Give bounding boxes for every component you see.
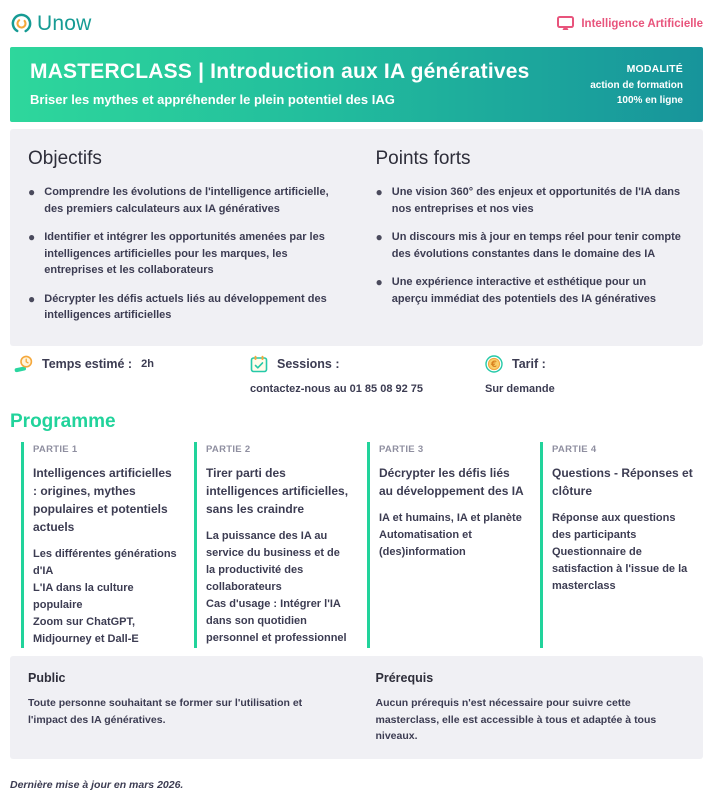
- prerequisites-text: Aucun prérequis n'est nécessaire pour suivre cette masterclass, elle est accessible à tous et adaptée à tous niveaux.: [375, 696, 657, 743]
- objectives-highlights-box: [10, 129, 703, 346]
- estimated-time: [14, 355, 250, 399]
- part-line: Automatisation et (des)information: [379, 528, 472, 558]
- bullet-icon: ●: [375, 275, 383, 289]
- top-bar: [10, 0, 703, 37]
- objectives-title: Objectifs: [28, 148, 102, 169]
- audience-text: Toute personne souhaitant se former sur l'utilisation et l'impact des IA génératives.: [28, 696, 303, 726]
- audience-title: Public: [28, 670, 66, 685]
- euro-coin-icon: [485, 355, 503, 373]
- svg-text:€: €: [491, 359, 497, 370]
- part-line: IA et humains, IA et planète: [379, 511, 522, 524]
- prerequisites-title: Prérequis: [375, 670, 434, 685]
- modality-block: [590, 60, 683, 110]
- part-line: Les différentes générations d'IA: [33, 547, 177, 577]
- price-label: Tarif :: [512, 356, 546, 371]
- highlight-text: Une vision 360° des enjeux et opportunités de l'IA dans nos entreprises et nos vies: [391, 186, 681, 215]
- estimated-time-label: Temps estimé :: [42, 356, 133, 371]
- audience-column: [28, 669, 338, 745]
- list-item: [28, 229, 338, 279]
- estimated-time-value: 2h: [141, 357, 154, 370]
- modality-line: action de formation: [590, 79, 683, 91]
- course-title: MASTERCLASS | Introduction aux IA génératives: [30, 60, 530, 83]
- category-label: Intelligence Artificielle: [581, 17, 703, 30]
- programme-part-1: [21, 442, 184, 648]
- part-line: Zoom sur ChatGPT, Midjourney et Dall-E: [33, 615, 139, 645]
- programme-part-2: [194, 442, 357, 648]
- part-title: Décrypter les défis liés au développement des IA: [379, 465, 524, 498]
- programme-part-4: [540, 442, 703, 648]
- bullet-icon: ●: [375, 230, 383, 244]
- part-title: Tirer parti des intelligences artificielles, sans les craindre: [206, 465, 349, 516]
- part-line: Cas d'usage : Intégrer l'IA dans son quotidien personnel et professionnel: [206, 597, 347, 644]
- objective-text: Identifier et intégrer les opportunités amenées par les intelligences artificielles pour les marques, les entreprises et les collaborateurs: [44, 231, 325, 276]
- part-label: PARTIE 3: [379, 443, 424, 455]
- highlights-title: Points forts: [375, 148, 471, 169]
- list-item: [376, 274, 686, 307]
- highlight-text: Un discours mis à jour en temps réel pour tenir compte des évolutions constantes dans le domaine des IA: [391, 231, 681, 260]
- bullet-icon: ●: [375, 185, 383, 199]
- list-item: [376, 229, 686, 262]
- part-line: La puissance des IA au service du business et de la productivité des collaborateurs: [206, 529, 340, 593]
- course-banner: [10, 47, 703, 122]
- category-badge[interactable]: [557, 16, 703, 31]
- bullet-icon: ●: [28, 230, 36, 244]
- part-label: PARTIE 2: [206, 443, 251, 455]
- list-item: [28, 184, 338, 217]
- modality-line: 100% en ligne: [616, 94, 683, 106]
- part-title: Intelligences artificielles : origines, mythes populaires et potentiels actuels: [33, 465, 172, 534]
- part-title: Questions - Réponses et clôture: [552, 465, 693, 498]
- programme-title: Programme: [10, 410, 116, 432]
- list-item: [28, 291, 338, 324]
- objective-text: Décrypter les défis actuels liés au développement des intelligences artificielles: [44, 292, 327, 321]
- bullet-icon: ●: [28, 185, 36, 199]
- objective-text: Comprendre les évolutions de l'intelligence artificielle, des premiers calculateurs aux IA génératives: [44, 186, 329, 215]
- course-subtitle: Briser les mythes et appréhender le plein potentiel des IAG: [30, 92, 395, 107]
- highlights-column: [376, 144, 686, 336]
- unow-logo-icon: [10, 12, 33, 35]
- banner-titles: [30, 60, 530, 110]
- part-line: L'IA dans la culture populaire: [33, 581, 134, 611]
- programme-part-3: [367, 442, 530, 648]
- part-line: Questionnaire de satisfaction à l'issue de la masterclass: [552, 545, 688, 592]
- part-label: PARTIE 4: [552, 443, 597, 455]
- part-line: Réponse aux questions des participants: [552, 511, 676, 541]
- highlight-text: Une expérience interactive et esthétique pour un aperçu immédiat des potentiels des IA génératives: [391, 276, 657, 305]
- unow-logo-text: Unow: [37, 11, 92, 35]
- clock-icon: [14, 355, 33, 373]
- course-info-row: [14, 355, 703, 399]
- prerequisites-column: [376, 669, 686, 745]
- list-item: [376, 184, 686, 217]
- monitor-icon: [557, 16, 574, 31]
- highlights-list: [376, 184, 686, 307]
- sessions-info: [250, 355, 485, 399]
- unow-logo[interactable]: [10, 12, 92, 36]
- bullet-icon: ●: [28, 291, 36, 306]
- programme-grid: [21, 442, 703, 648]
- modality-label: MODALITÉ: [626, 63, 683, 75]
- calendar-check-icon: [250, 355, 268, 373]
- audience-prerequisites-box: [10, 656, 703, 759]
- objectives-list: [28, 184, 338, 324]
- sessions-contact: contactez-nous au 01 85 08 92 75: [250, 382, 424, 395]
- part-label: PARTIE 1: [33, 443, 78, 455]
- price-value: Sur demande: [485, 382, 555, 395]
- last-updated-note: Dernière mise à jour en mars 2026.: [10, 779, 184, 791]
- objectives-column: [28, 144, 338, 336]
- sessions-label: Sessions :: [277, 356, 340, 371]
- price-info: [485, 355, 703, 399]
